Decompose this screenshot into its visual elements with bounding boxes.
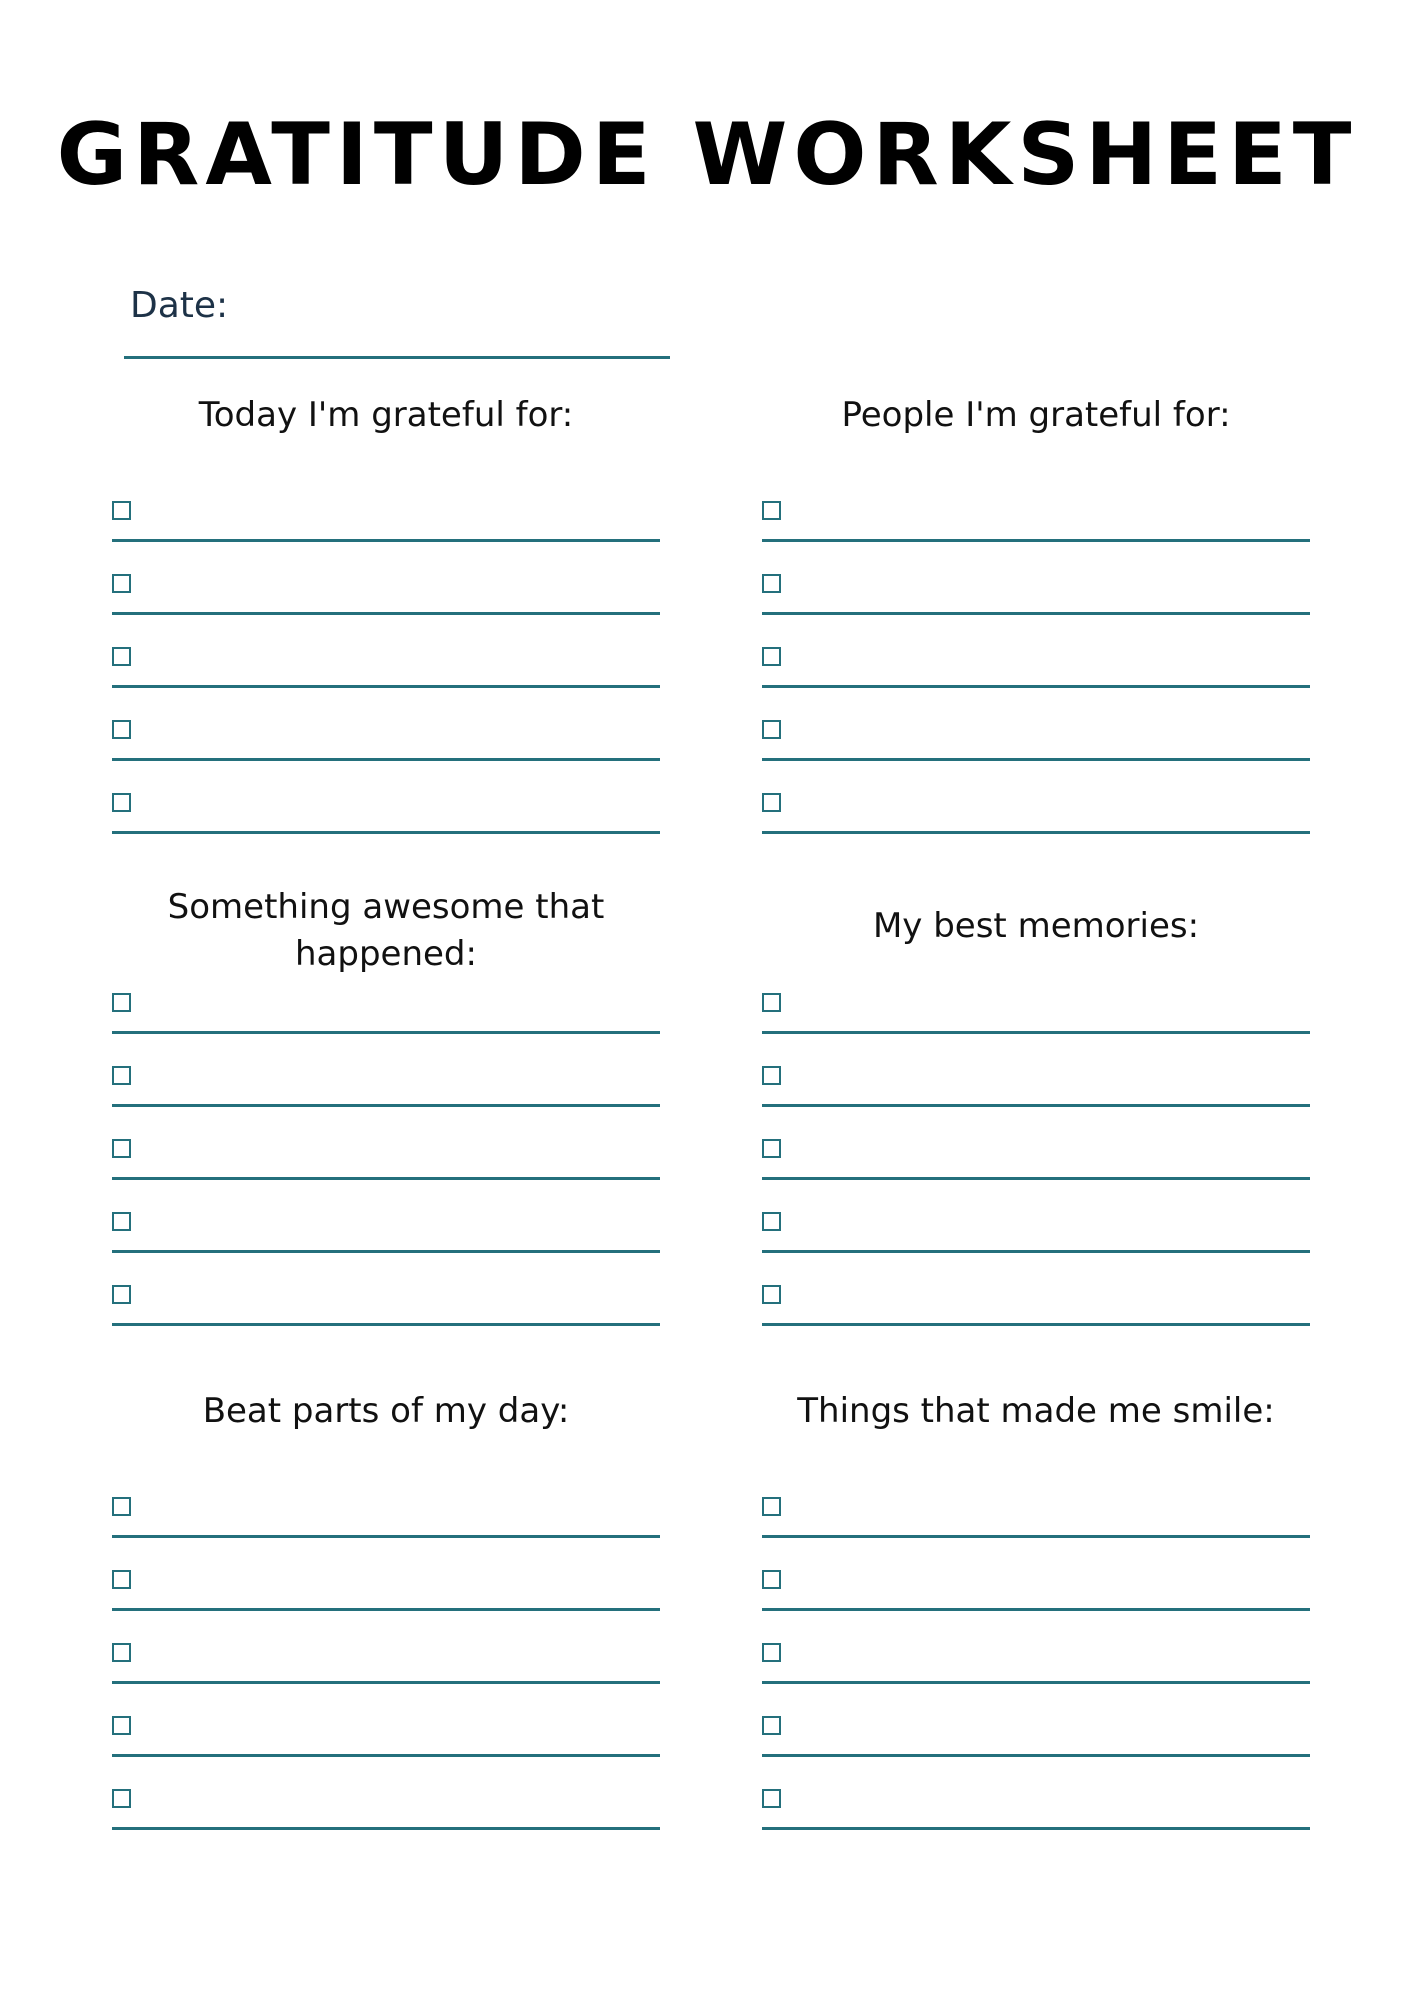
writing-line[interactable]	[112, 831, 660, 834]
writing-line[interactable]	[762, 539, 1310, 542]
writing-line[interactable]	[762, 1535, 1310, 1538]
writing-line[interactable]	[112, 1681, 660, 1684]
list-item[interactable]	[112, 1556, 660, 1629]
checkbox-icon[interactable]	[112, 1643, 131, 1662]
list-item[interactable]	[112, 1702, 660, 1775]
writing-line[interactable]	[112, 539, 660, 542]
checkbox-icon[interactable]	[112, 1285, 131, 1304]
writing-line[interactable]	[762, 1681, 1310, 1684]
checkbox-icon[interactable]	[762, 1066, 781, 1085]
list-item[interactable]	[762, 1775, 1310, 1848]
writing-line[interactable]	[762, 1754, 1310, 1757]
writing-line[interactable]	[762, 758, 1310, 761]
section-title: Today I'm grateful for:	[198, 395, 574, 435]
list-item[interactable]	[762, 1125, 1310, 1198]
checkbox-icon[interactable]	[112, 1212, 131, 1231]
list-item[interactable]	[112, 633, 660, 706]
checkbox-icon[interactable]	[112, 1789, 131, 1808]
writing-line[interactable]	[112, 612, 660, 615]
checkbox-icon[interactable]	[112, 1716, 131, 1735]
checkbox-icon[interactable]	[762, 1212, 781, 1231]
list-item[interactable]	[112, 1125, 660, 1198]
checkbox-icon[interactable]	[762, 720, 781, 739]
list-item[interactable]	[762, 1556, 1310, 1629]
list-item[interactable]	[112, 1198, 660, 1271]
checkbox-icon[interactable]	[112, 993, 131, 1012]
list-item[interactable]	[112, 1483, 660, 1556]
list-item[interactable]	[762, 487, 1310, 560]
writing-line[interactable]	[762, 1031, 1310, 1034]
checkbox-icon[interactable]	[112, 501, 131, 520]
checkbox-icon[interactable]	[762, 1285, 781, 1304]
checkbox-icon[interactable]	[762, 1497, 781, 1516]
section-title: People I'm grateful for:	[841, 395, 1231, 435]
writing-line[interactable]	[762, 1323, 1310, 1326]
list-item[interactable]	[762, 979, 1310, 1052]
writing-line[interactable]	[112, 685, 660, 688]
writing-line[interactable]	[762, 1104, 1310, 1107]
list-item[interactable]	[762, 1198, 1310, 1271]
writing-line[interactable]	[112, 1031, 660, 1034]
list-item[interactable]	[762, 1483, 1310, 1556]
checkbox-icon[interactable]	[112, 574, 131, 593]
page-title: GRATITUDE WORKSHEET	[56, 105, 1358, 205]
checkbox-icon[interactable]	[112, 1139, 131, 1158]
gratitude-section	[112, 392, 660, 852]
checkbox-icon[interactable]	[762, 1789, 781, 1808]
writing-line[interactable]	[112, 1250, 660, 1253]
list-item[interactable]	[112, 779, 660, 852]
checkbox-icon[interactable]	[112, 647, 131, 666]
writing-line[interactable]	[112, 1323, 660, 1326]
writing-line[interactable]	[112, 1827, 660, 1830]
checkbox-icon[interactable]	[112, 1497, 131, 1516]
list-item[interactable]	[762, 633, 1310, 706]
checkbox-icon[interactable]	[762, 1643, 781, 1662]
list-item[interactable]	[112, 1629, 660, 1702]
checkbox-icon[interactable]	[762, 1570, 781, 1589]
writing-line[interactable]	[112, 1754, 660, 1757]
list-item[interactable]	[762, 1629, 1310, 1702]
checkbox-icon[interactable]	[112, 1570, 131, 1589]
writing-line[interactable]	[762, 831, 1310, 834]
writing-line[interactable]	[112, 1177, 660, 1180]
writing-line[interactable]	[762, 1177, 1310, 1180]
list-item[interactable]	[762, 706, 1310, 779]
writing-line[interactable]	[762, 685, 1310, 688]
list-item[interactable]	[112, 487, 660, 560]
list-item[interactable]	[762, 1271, 1310, 1344]
checkbox-icon[interactable]	[112, 793, 131, 812]
checkbox-icon[interactable]	[762, 647, 781, 666]
checkbox-icon[interactable]	[762, 793, 781, 812]
list-item[interactable]	[112, 1775, 660, 1848]
writing-line[interactable]	[762, 612, 1310, 615]
gratitude-section	[762, 884, 1310, 1344]
section-title: Things that made me smile:	[797, 1391, 1275, 1431]
gratitude-section	[112, 1388, 660, 1848]
list-item[interactable]	[112, 706, 660, 779]
checkbox-icon[interactable]	[762, 1716, 781, 1735]
checkbox-icon[interactable]	[762, 574, 781, 593]
list-item[interactable]	[762, 1052, 1310, 1125]
checkbox-icon[interactable]	[762, 1139, 781, 1158]
gratitude-section	[762, 392, 1310, 852]
list-item[interactable]	[762, 560, 1310, 633]
date-label: Date:	[130, 285, 229, 326]
list-item[interactable]	[762, 779, 1310, 852]
writing-line[interactable]	[112, 1608, 660, 1611]
checkbox-icon[interactable]	[762, 501, 781, 520]
list-item[interactable]	[112, 1052, 660, 1125]
writing-line[interactable]	[762, 1250, 1310, 1253]
gratitude-section	[112, 884, 660, 1344]
list-item[interactable]	[112, 560, 660, 633]
gratitude-section	[762, 1388, 1310, 1848]
list-item[interactable]	[112, 1271, 660, 1344]
section-title: My best memories:	[872, 906, 1200, 946]
list-item[interactable]	[762, 1702, 1310, 1775]
section-title: Beat parts of my day:	[202, 1391, 570, 1431]
writing-line[interactable]	[112, 1104, 660, 1107]
section-title: Something awesome that happened:	[167, 887, 605, 974]
date-field-line[interactable]	[124, 356, 670, 359]
writing-line[interactable]	[112, 758, 660, 761]
list-item[interactable]	[112, 979, 660, 1052]
writing-line[interactable]	[762, 1827, 1310, 1830]
checkbox-icon[interactable]	[112, 720, 131, 739]
checkbox-icon[interactable]	[112, 1066, 131, 1085]
checkbox-icon[interactable]	[762, 993, 781, 1012]
writing-line[interactable]	[112, 1535, 660, 1538]
writing-line[interactable]	[762, 1608, 1310, 1611]
